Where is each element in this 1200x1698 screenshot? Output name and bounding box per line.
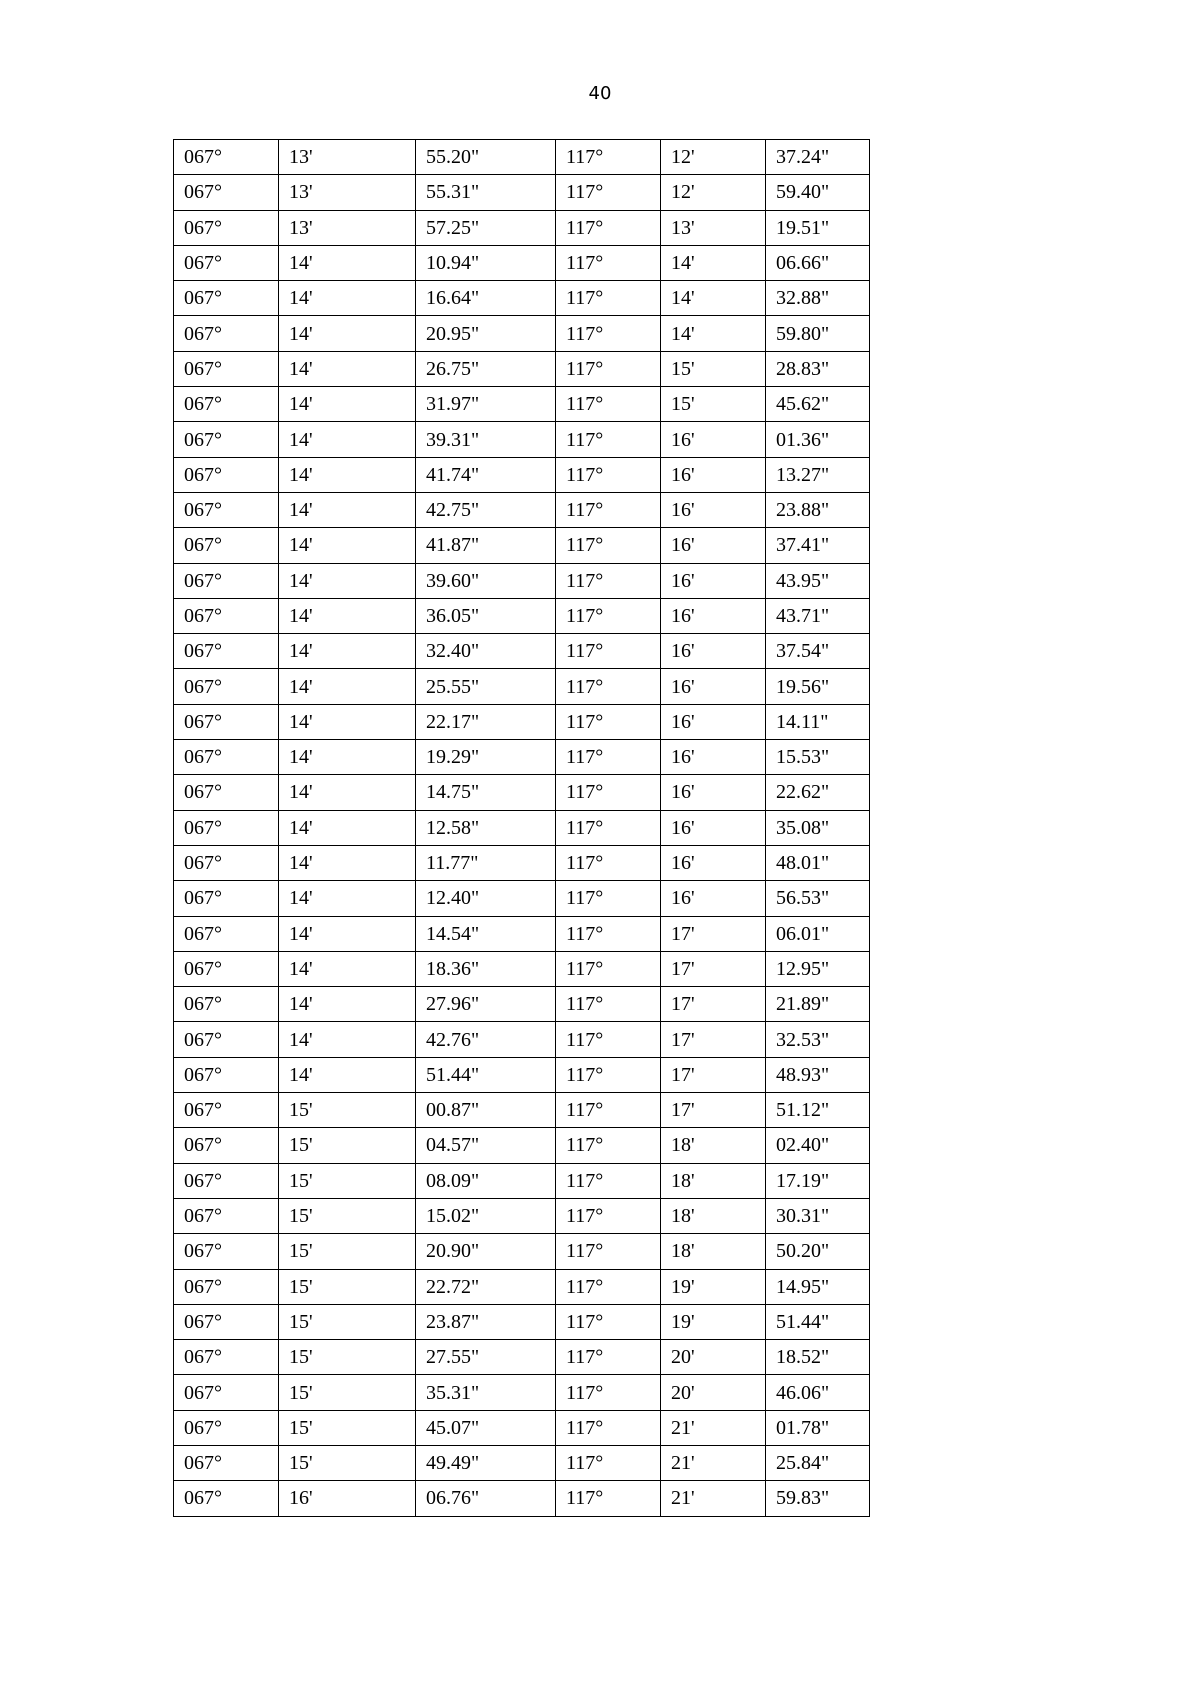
lon-degrees-cell: 117°	[556, 457, 661, 492]
lon-degrees-cell: 117°	[556, 528, 661, 563]
lon-degrees-cell: 117°	[556, 1269, 661, 1304]
lat-minutes-cell: 14'	[279, 1022, 416, 1057]
lat-degrees-cell: 067°	[174, 492, 279, 527]
lon-seconds-cell: 37.54"	[766, 634, 870, 669]
lon-minutes-cell: 18'	[661, 1163, 766, 1198]
table-row	[174, 245, 870, 280]
lon-degrees-cell: 117°	[556, 1198, 661, 1233]
lon-minutes-cell: 19'	[661, 1304, 766, 1339]
lon-minutes-cell: 17'	[661, 987, 766, 1022]
lon-minutes-cell: 21'	[661, 1445, 766, 1480]
lon-degrees-cell: 117°	[556, 1340, 661, 1375]
lon-minutes-cell: 16'	[661, 669, 766, 704]
lat-seconds-cell: 04.57"	[416, 1128, 556, 1163]
lat-minutes-cell: 15'	[279, 1340, 416, 1375]
lat-seconds-cell: 06.76"	[416, 1481, 556, 1516]
table-row	[174, 316, 870, 351]
table-row	[174, 1022, 870, 1057]
lon-minutes-cell: 17'	[661, 1093, 766, 1128]
lon-seconds-cell: 02.40"	[766, 1128, 870, 1163]
lat-minutes-cell: 14'	[279, 281, 416, 316]
lat-degrees-cell: 067°	[174, 1340, 279, 1375]
lon-minutes-cell: 17'	[661, 1057, 766, 1092]
lon-seconds-cell: 46.06"	[766, 1375, 870, 1410]
table-row	[174, 881, 870, 916]
lon-minutes-cell: 16'	[661, 845, 766, 880]
lon-degrees-cell: 117°	[556, 1410, 661, 1445]
table-row	[174, 598, 870, 633]
table-row	[174, 1481, 870, 1516]
lon-degrees-cell: 117°	[556, 245, 661, 280]
lon-degrees-cell: 117°	[556, 281, 661, 316]
lat-degrees-cell: 067°	[174, 775, 279, 810]
table-row	[174, 1375, 870, 1410]
lat-minutes-cell: 14'	[279, 775, 416, 810]
lat-degrees-cell: 067°	[174, 457, 279, 492]
lat-degrees-cell: 067°	[174, 1198, 279, 1233]
lat-seconds-cell: 36.05"	[416, 598, 556, 633]
lat-seconds-cell: 55.31"	[416, 175, 556, 210]
lat-seconds-cell: 51.44"	[416, 1057, 556, 1092]
lat-seconds-cell: 23.87"	[416, 1304, 556, 1339]
lat-degrees-cell: 067°	[174, 1304, 279, 1339]
table-row	[174, 845, 870, 880]
table-row	[174, 1057, 870, 1092]
lon-minutes-cell: 18'	[661, 1198, 766, 1233]
lat-seconds-cell: 20.95"	[416, 316, 556, 351]
lon-degrees-cell: 117°	[556, 492, 661, 527]
lat-minutes-cell: 14'	[279, 987, 416, 1022]
lon-seconds-cell: 28.83"	[766, 351, 870, 386]
lon-seconds-cell: 51.12"	[766, 1093, 870, 1128]
lon-seconds-cell: 12.95"	[766, 951, 870, 986]
lon-minutes-cell: 16'	[661, 528, 766, 563]
lat-degrees-cell: 067°	[174, 140, 279, 175]
lon-degrees-cell: 117°	[556, 775, 661, 810]
lat-minutes-cell: 14'	[279, 492, 416, 527]
lon-degrees-cell: 117°	[556, 669, 661, 704]
lon-seconds-cell: 43.71"	[766, 598, 870, 633]
lon-seconds-cell: 59.80"	[766, 316, 870, 351]
lat-minutes-cell: 15'	[279, 1304, 416, 1339]
page-number: 40	[588, 83, 612, 104]
lat-degrees-cell: 067°	[174, 810, 279, 845]
lon-degrees-cell: 117°	[556, 987, 661, 1022]
table-row	[174, 1128, 870, 1163]
lon-minutes-cell: 18'	[661, 1128, 766, 1163]
lon-seconds-cell: 43.95"	[766, 563, 870, 598]
lat-degrees-cell: 067°	[174, 1481, 279, 1516]
lat-degrees-cell: 067°	[174, 422, 279, 457]
lat-minutes-cell: 14'	[279, 598, 416, 633]
lat-degrees-cell: 067°	[174, 281, 279, 316]
lat-minutes-cell: 15'	[279, 1445, 416, 1480]
table-row	[174, 351, 870, 386]
lat-minutes-cell: 15'	[279, 1410, 416, 1445]
lon-seconds-cell: 59.40"	[766, 175, 870, 210]
table-row	[174, 387, 870, 422]
lat-seconds-cell: 41.74"	[416, 457, 556, 492]
lat-degrees-cell: 067°	[174, 1375, 279, 1410]
lat-degrees-cell: 067°	[174, 1057, 279, 1092]
lat-minutes-cell: 14'	[279, 245, 416, 280]
table-row	[174, 1234, 870, 1269]
lat-minutes-cell: 14'	[279, 528, 416, 563]
lon-seconds-cell: 23.88"	[766, 492, 870, 527]
lon-seconds-cell: 30.31"	[766, 1198, 870, 1233]
lat-minutes-cell: 14'	[279, 1057, 416, 1092]
lon-seconds-cell: 06.01"	[766, 916, 870, 951]
table-row	[174, 563, 870, 598]
lon-seconds-cell: 32.53"	[766, 1022, 870, 1057]
lon-minutes-cell: 17'	[661, 916, 766, 951]
lat-seconds-cell: 10.94"	[416, 245, 556, 280]
table-row	[174, 634, 870, 669]
lon-seconds-cell: 59.83"	[766, 1481, 870, 1516]
lat-seconds-cell: 14.75"	[416, 775, 556, 810]
table-row	[174, 175, 870, 210]
lon-seconds-cell: 19.51"	[766, 210, 870, 245]
lon-degrees-cell: 117°	[556, 881, 661, 916]
lat-minutes-cell: 13'	[279, 210, 416, 245]
lon-degrees-cell: 117°	[556, 140, 661, 175]
lat-degrees-cell: 067°	[174, 916, 279, 951]
table-row	[174, 281, 870, 316]
lat-minutes-cell: 15'	[279, 1128, 416, 1163]
lat-seconds-cell: 16.64"	[416, 281, 556, 316]
lon-minutes-cell: 16'	[661, 810, 766, 845]
lat-minutes-cell: 14'	[279, 845, 416, 880]
lon-seconds-cell: 01.36"	[766, 422, 870, 457]
lat-degrees-cell: 067°	[174, 951, 279, 986]
lat-minutes-cell: 14'	[279, 916, 416, 951]
lon-degrees-cell: 117°	[556, 1234, 661, 1269]
lat-seconds-cell: 14.54"	[416, 916, 556, 951]
lon-seconds-cell: 50.20"	[766, 1234, 870, 1269]
lat-degrees-cell: 067°	[174, 1093, 279, 1128]
lon-minutes-cell: 13'	[661, 210, 766, 245]
lat-minutes-cell: 14'	[279, 563, 416, 598]
lat-seconds-cell: 41.87"	[416, 528, 556, 563]
lon-minutes-cell: 12'	[661, 175, 766, 210]
lat-minutes-cell: 15'	[279, 1234, 416, 1269]
lon-minutes-cell: 16'	[661, 598, 766, 633]
lat-seconds-cell: 22.72"	[416, 1269, 556, 1304]
lon-minutes-cell: 16'	[661, 740, 766, 775]
lon-seconds-cell: 35.08"	[766, 810, 870, 845]
lon-degrees-cell: 117°	[556, 598, 661, 633]
table-row	[174, 1269, 870, 1304]
lon-degrees-cell: 117°	[556, 563, 661, 598]
lon-seconds-cell: 48.01"	[766, 845, 870, 880]
table-row	[174, 1093, 870, 1128]
lat-seconds-cell: 08.09"	[416, 1163, 556, 1198]
lat-degrees-cell: 067°	[174, 175, 279, 210]
lat-seconds-cell: 11.77"	[416, 845, 556, 880]
lat-seconds-cell: 12.58"	[416, 810, 556, 845]
lon-minutes-cell: 16'	[661, 881, 766, 916]
lon-degrees-cell: 117°	[556, 1163, 661, 1198]
coordinates-table-body	[174, 140, 870, 1517]
lat-minutes-cell: 14'	[279, 740, 416, 775]
lat-seconds-cell: 27.96"	[416, 987, 556, 1022]
lat-seconds-cell: 12.40"	[416, 881, 556, 916]
lon-seconds-cell: 06.66"	[766, 245, 870, 280]
lon-minutes-cell: 16'	[661, 422, 766, 457]
lon-degrees-cell: 117°	[556, 1022, 661, 1057]
lat-degrees-cell: 067°	[174, 1128, 279, 1163]
lat-degrees-cell: 067°	[174, 1022, 279, 1057]
lon-minutes-cell: 14'	[661, 245, 766, 280]
table-row	[174, 1410, 870, 1445]
lon-minutes-cell: 16'	[661, 492, 766, 527]
lon-degrees-cell: 117°	[556, 1445, 661, 1480]
lat-degrees-cell: 067°	[174, 881, 279, 916]
lon-minutes-cell: 17'	[661, 951, 766, 986]
lat-seconds-cell: 15.02"	[416, 1198, 556, 1233]
lon-degrees-cell: 117°	[556, 210, 661, 245]
lon-seconds-cell: 48.93"	[766, 1057, 870, 1092]
lat-degrees-cell: 067°	[174, 210, 279, 245]
lat-minutes-cell: 14'	[279, 810, 416, 845]
lat-minutes-cell: 15'	[279, 1198, 416, 1233]
lon-degrees-cell: 117°	[556, 810, 661, 845]
lon-degrees-cell: 117°	[556, 1128, 661, 1163]
table-row	[174, 492, 870, 527]
lat-degrees-cell: 067°	[174, 351, 279, 386]
lon-degrees-cell: 117°	[556, 1375, 661, 1410]
table-row	[174, 669, 870, 704]
lon-seconds-cell: 37.41"	[766, 528, 870, 563]
lat-seconds-cell: 55.20"	[416, 140, 556, 175]
lon-minutes-cell: 21'	[661, 1481, 766, 1516]
lon-minutes-cell: 16'	[661, 775, 766, 810]
table-row	[174, 140, 870, 175]
table-row	[174, 951, 870, 986]
lon-seconds-cell: 25.84"	[766, 1445, 870, 1480]
lon-minutes-cell: 17'	[661, 1022, 766, 1057]
lon-minutes-cell: 19'	[661, 1269, 766, 1304]
lon-minutes-cell: 21'	[661, 1410, 766, 1445]
lat-minutes-cell: 14'	[279, 881, 416, 916]
lat-degrees-cell: 067°	[174, 316, 279, 351]
lon-minutes-cell: 14'	[661, 281, 766, 316]
lon-minutes-cell: 15'	[661, 387, 766, 422]
lat-degrees-cell: 067°	[174, 387, 279, 422]
lon-minutes-cell: 14'	[661, 316, 766, 351]
lon-seconds-cell: 14.11"	[766, 704, 870, 739]
lat-degrees-cell: 067°	[174, 528, 279, 563]
lat-degrees-cell: 067°	[174, 563, 279, 598]
lat-degrees-cell: 067°	[174, 1269, 279, 1304]
lon-degrees-cell: 117°	[556, 845, 661, 880]
table-row	[174, 916, 870, 951]
lat-seconds-cell: 31.97"	[416, 387, 556, 422]
lon-seconds-cell: 15.53"	[766, 740, 870, 775]
lat-degrees-cell: 067°	[174, 704, 279, 739]
lon-degrees-cell: 117°	[556, 740, 661, 775]
table-row	[174, 1445, 870, 1480]
lat-minutes-cell: 14'	[279, 387, 416, 422]
lon-degrees-cell: 117°	[556, 951, 661, 986]
lon-degrees-cell: 117°	[556, 704, 661, 739]
table-row	[174, 422, 870, 457]
lon-seconds-cell: 13.27"	[766, 457, 870, 492]
lon-seconds-cell: 22.62"	[766, 775, 870, 810]
lat-degrees-cell: 067°	[174, 1163, 279, 1198]
lat-minutes-cell: 14'	[279, 351, 416, 386]
lon-degrees-cell: 117°	[556, 1093, 661, 1128]
lat-seconds-cell: 32.40"	[416, 634, 556, 669]
lat-minutes-cell: 14'	[279, 422, 416, 457]
lat-seconds-cell: 25.55"	[416, 669, 556, 704]
lat-seconds-cell: 42.75"	[416, 492, 556, 527]
lat-seconds-cell: 35.31"	[416, 1375, 556, 1410]
lat-seconds-cell: 39.31"	[416, 422, 556, 457]
lon-minutes-cell: 20'	[661, 1340, 766, 1375]
lat-seconds-cell: 00.87"	[416, 1093, 556, 1128]
table-row	[174, 987, 870, 1022]
lat-seconds-cell: 22.17"	[416, 704, 556, 739]
lon-minutes-cell: 12'	[661, 140, 766, 175]
lat-minutes-cell: 14'	[279, 951, 416, 986]
lon-seconds-cell: 45.62"	[766, 387, 870, 422]
lat-seconds-cell: 27.55"	[416, 1340, 556, 1375]
lon-minutes-cell: 18'	[661, 1234, 766, 1269]
coordinates-table	[173, 139, 870, 1517]
lon-minutes-cell: 16'	[661, 704, 766, 739]
lon-degrees-cell: 117°	[556, 916, 661, 951]
lat-minutes-cell: 15'	[279, 1093, 416, 1128]
table-row	[174, 528, 870, 563]
table-row	[174, 210, 870, 245]
lat-minutes-cell: 14'	[279, 669, 416, 704]
lat-degrees-cell: 067°	[174, 740, 279, 775]
lat-minutes-cell: 15'	[279, 1269, 416, 1304]
lat-minutes-cell: 14'	[279, 457, 416, 492]
lat-degrees-cell: 067°	[174, 1410, 279, 1445]
lon-seconds-cell: 17.19"	[766, 1163, 870, 1198]
lon-seconds-cell: 32.88"	[766, 281, 870, 316]
lat-minutes-cell: 15'	[279, 1375, 416, 1410]
lon-degrees-cell: 117°	[556, 351, 661, 386]
lat-degrees-cell: 067°	[174, 634, 279, 669]
lat-degrees-cell: 067°	[174, 1445, 279, 1480]
lat-minutes-cell: 13'	[279, 175, 416, 210]
lon-seconds-cell: 51.44"	[766, 1304, 870, 1339]
table-row	[174, 457, 870, 492]
lat-degrees-cell: 067°	[174, 669, 279, 704]
lon-seconds-cell: 01.78"	[766, 1410, 870, 1445]
table-row	[174, 1198, 870, 1233]
lon-minutes-cell: 16'	[661, 563, 766, 598]
lat-seconds-cell: 20.90"	[416, 1234, 556, 1269]
lat-seconds-cell: 18.36"	[416, 951, 556, 986]
lon-minutes-cell: 20'	[661, 1375, 766, 1410]
lon-seconds-cell: 21.89"	[766, 987, 870, 1022]
lat-seconds-cell: 49.49"	[416, 1445, 556, 1480]
lon-degrees-cell: 117°	[556, 422, 661, 457]
lat-seconds-cell: 39.60"	[416, 563, 556, 598]
lon-seconds-cell: 19.56"	[766, 669, 870, 704]
lon-minutes-cell: 16'	[661, 634, 766, 669]
lat-minutes-cell: 13'	[279, 140, 416, 175]
lon-seconds-cell: 56.53"	[766, 881, 870, 916]
table-row	[174, 704, 870, 739]
table-row	[174, 810, 870, 845]
lon-degrees-cell: 117°	[556, 175, 661, 210]
table-row	[174, 740, 870, 775]
lat-seconds-cell: 26.75"	[416, 351, 556, 386]
lat-seconds-cell: 57.25"	[416, 210, 556, 245]
table-row	[174, 1340, 870, 1375]
lon-degrees-cell: 117°	[556, 316, 661, 351]
lon-seconds-cell: 14.95"	[766, 1269, 870, 1304]
lat-seconds-cell: 45.07"	[416, 1410, 556, 1445]
lat-seconds-cell: 19.29"	[416, 740, 556, 775]
lon-degrees-cell: 117°	[556, 1057, 661, 1092]
lon-seconds-cell: 18.52"	[766, 1340, 870, 1375]
lon-minutes-cell: 16'	[661, 457, 766, 492]
lat-degrees-cell: 067°	[174, 987, 279, 1022]
table-row	[174, 1304, 870, 1339]
lat-minutes-cell: 14'	[279, 316, 416, 351]
lat-degrees-cell: 067°	[174, 598, 279, 633]
lat-degrees-cell: 067°	[174, 245, 279, 280]
lon-degrees-cell: 117°	[556, 1304, 661, 1339]
lat-degrees-cell: 067°	[174, 845, 279, 880]
lat-minutes-cell: 16'	[279, 1481, 416, 1516]
lon-seconds-cell: 37.24"	[766, 140, 870, 175]
lat-minutes-cell: 14'	[279, 634, 416, 669]
lon-degrees-cell: 117°	[556, 1481, 661, 1516]
table-row	[174, 775, 870, 810]
lat-minutes-cell: 15'	[279, 1163, 416, 1198]
table-row	[174, 1163, 870, 1198]
lon-degrees-cell: 117°	[556, 387, 661, 422]
lat-seconds-cell: 42.76"	[416, 1022, 556, 1057]
lat-degrees-cell: 067°	[174, 1234, 279, 1269]
lat-minutes-cell: 14'	[279, 704, 416, 739]
lon-degrees-cell: 117°	[556, 634, 661, 669]
lon-minutes-cell: 15'	[661, 351, 766, 386]
